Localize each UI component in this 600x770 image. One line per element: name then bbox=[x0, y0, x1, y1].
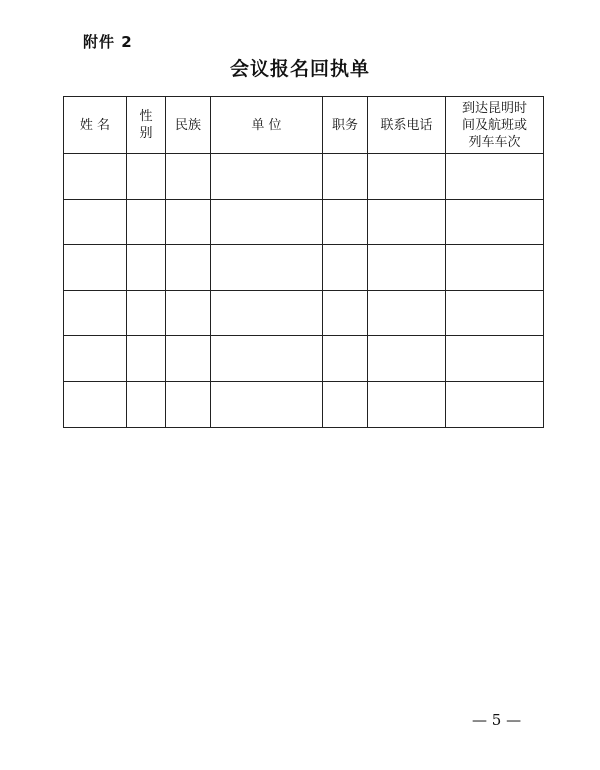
cell-ethnicity[interactable] bbox=[166, 154, 211, 200]
cell-arrival[interactable] bbox=[446, 381, 544, 427]
cell-organization[interactable] bbox=[211, 154, 323, 200]
cell-arrival[interactable] bbox=[446, 199, 544, 245]
cell-ethnicity[interactable] bbox=[166, 290, 211, 336]
column-header-phone: 联系电话 bbox=[368, 97, 446, 154]
table-row bbox=[64, 290, 544, 336]
cell-position[interactable] bbox=[323, 336, 368, 382]
page-number: — 5 — bbox=[472, 711, 522, 729]
cell-phone[interactable] bbox=[368, 336, 446, 382]
cell-ethnicity[interactable] bbox=[166, 381, 211, 427]
cell-organization[interactable] bbox=[211, 245, 323, 291]
page-title: 会议报名回执单 bbox=[229, 58, 370, 80]
table-row bbox=[64, 154, 544, 200]
table-row bbox=[64, 381, 544, 427]
registration-table bbox=[63, 96, 544, 428]
column-header-name: 姓 名 bbox=[64, 97, 127, 154]
cell-organization[interactable] bbox=[211, 199, 323, 245]
table-row bbox=[64, 199, 544, 245]
cell-phone[interactable] bbox=[368, 199, 446, 245]
column-header-gender: 性 别 bbox=[127, 97, 166, 154]
cell-gender[interactable] bbox=[127, 381, 166, 427]
cell-name[interactable] bbox=[64, 245, 127, 291]
cell-organization[interactable] bbox=[211, 290, 323, 336]
cell-arrival[interactable] bbox=[446, 154, 544, 200]
cell-name[interactable] bbox=[64, 381, 127, 427]
cell-position[interactable] bbox=[323, 381, 368, 427]
cell-arrival[interactable] bbox=[446, 245, 544, 291]
table-row bbox=[64, 336, 544, 382]
cell-ethnicity[interactable] bbox=[166, 245, 211, 291]
cell-organization[interactable] bbox=[211, 336, 323, 382]
column-header-position: 职务 bbox=[323, 97, 368, 154]
cell-organization[interactable] bbox=[211, 381, 323, 427]
cell-gender[interactable] bbox=[127, 245, 166, 291]
cell-phone[interactable] bbox=[368, 154, 446, 200]
cell-phone[interactable] bbox=[368, 381, 446, 427]
table-row bbox=[64, 245, 544, 291]
cell-name[interactable] bbox=[64, 199, 127, 245]
cell-ethnicity[interactable] bbox=[166, 336, 211, 382]
cell-position[interactable] bbox=[323, 245, 368, 291]
cell-position[interactable] bbox=[323, 290, 368, 336]
cell-gender[interactable] bbox=[127, 336, 166, 382]
column-header-ethnicity: 民族 bbox=[166, 97, 211, 154]
cell-arrival[interactable] bbox=[446, 290, 544, 336]
cell-name[interactable] bbox=[64, 336, 127, 382]
cell-gender[interactable] bbox=[127, 290, 166, 336]
cell-phone[interactable] bbox=[368, 245, 446, 291]
column-header-arrival: 到达昆明时 间及航班或 列车车次 bbox=[446, 97, 544, 154]
cell-gender[interactable] bbox=[127, 199, 166, 245]
cell-arrival[interactable] bbox=[446, 336, 544, 382]
cell-phone[interactable] bbox=[368, 290, 446, 336]
cell-name[interactable] bbox=[64, 290, 127, 336]
column-header-organization: 单 位 bbox=[211, 97, 323, 154]
cell-ethnicity[interactable] bbox=[166, 199, 211, 245]
attachment-label: 附件 2 bbox=[83, 33, 133, 51]
cell-position[interactable] bbox=[323, 199, 368, 245]
cell-position[interactable] bbox=[323, 154, 368, 200]
cell-name[interactable] bbox=[64, 154, 127, 200]
header-row bbox=[64, 97, 544, 154]
cell-gender[interactable] bbox=[127, 154, 166, 200]
